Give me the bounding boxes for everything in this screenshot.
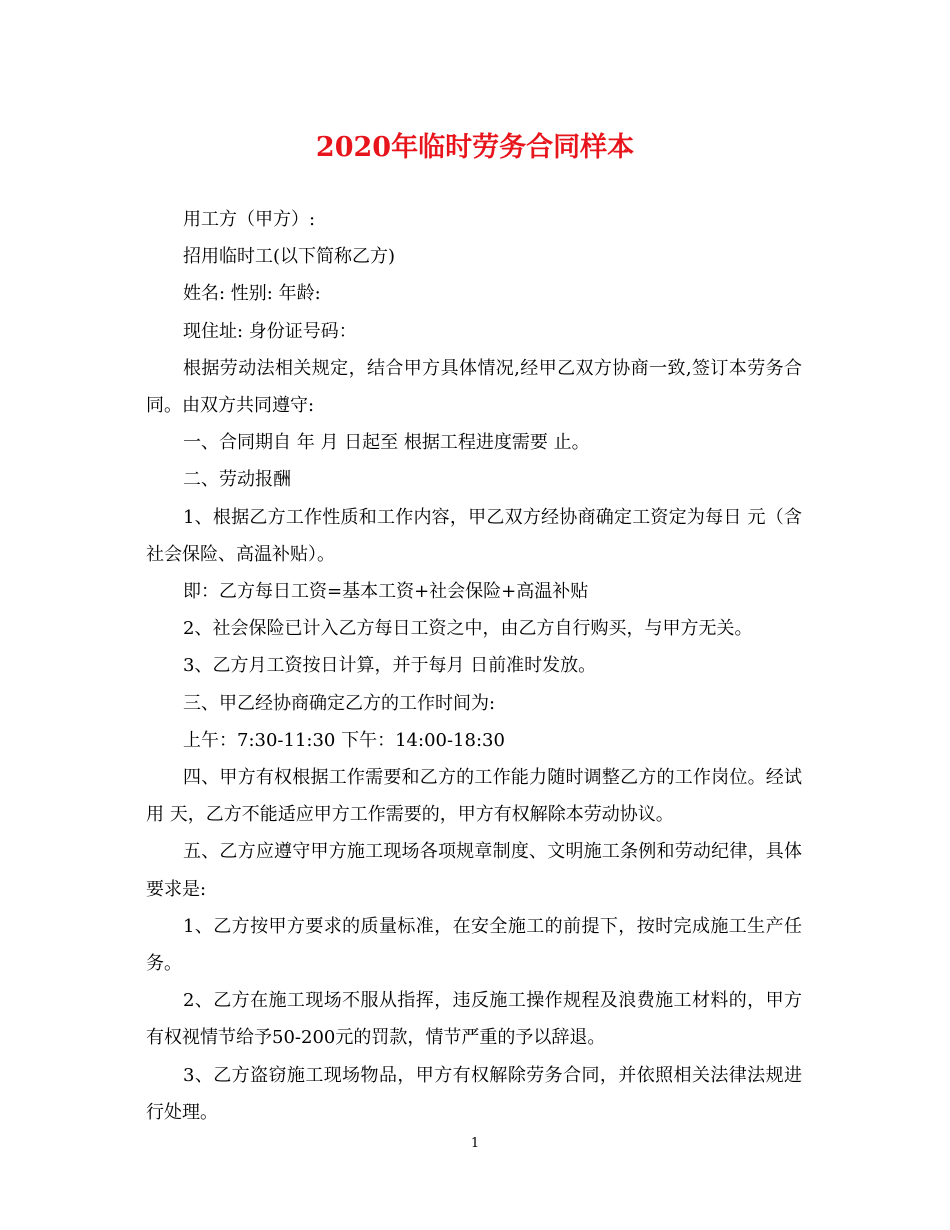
page-number: 1 — [470, 1136, 480, 1151]
paragraph: 四、甲方有权根据工作需要和乙方的工作能力随时调整乙方的工作岗位。经试用 天，乙方不能适应甲方工作需要的，甲方有权解除本劳动协议。 — [146, 767, 802, 826]
paragraph: 五、乙方应遵守甲方施工现场各项规章制度、文明施工条例和劳动纪律，具体要求是: — [146, 841, 802, 900]
paragraph: 招用临时工(以下简称乙方) — [183, 246, 396, 268]
paragraph: 3、乙方月工资按日计算，并于每月 日前准时发放。 — [183, 655, 597, 677]
paragraph: 二、劳动报酬 — [183, 469, 291, 491]
paragraph: 1、根据乙方工作性质和工作内容，甲乙双方经协商确定工资定为每日 元（含社会保险、高温补贴）。 — [146, 506, 802, 565]
paragraph: 1、乙方按甲方要求的质量标准，在安全施工的前提下，按时完成施工生产任务。 — [146, 915, 802, 975]
paragraph: 三、甲乙经协商确定乙方的工作时间为: — [183, 692, 496, 714]
paragraph: 即：乙方每日工资=基本工资+社会保险+高温补贴 — [183, 581, 589, 603]
document-body — [146, 201, 802, 1131]
paragraph: 一、合同期自 年 月 日起至 根据工程进度需要 止。 — [183, 432, 590, 454]
paragraph: 2、乙方在施工现场不服从指挥，违反施工操作规程及浪费施工材料的，甲方有权视情节给予50-200元的罚款，情节严重的予以辞退。 — [146, 990, 802, 1049]
paragraph: 姓名: 性别: 年龄: — [183, 283, 321, 305]
document-title: 2020年临时劳务合同样本 — [315, 132, 635, 163]
paragraph: 2、社会保险已计入乙方每日工资之中，由乙方自行购买，与甲方无关。 — [183, 618, 753, 640]
paragraph: 根据劳动法相关规定，结合甲方具体情况,经甲乙双方协商一致,签订本劳务合同。由双方共同遵守: — [146, 357, 802, 417]
paragraph: 上午：7:30-11:30 下午：14:00-18:30 — [183, 729, 505, 751]
paragraph: 3、乙方盗窃施工现场物品，甲方有权解除劳务合同，并依照相关法律法规进行处理。 — [146, 1064, 802, 1123]
paragraph: 用工方（甲方）: — [183, 209, 316, 230]
paragraph: 现住址: 身份证号码： — [183, 320, 357, 342]
